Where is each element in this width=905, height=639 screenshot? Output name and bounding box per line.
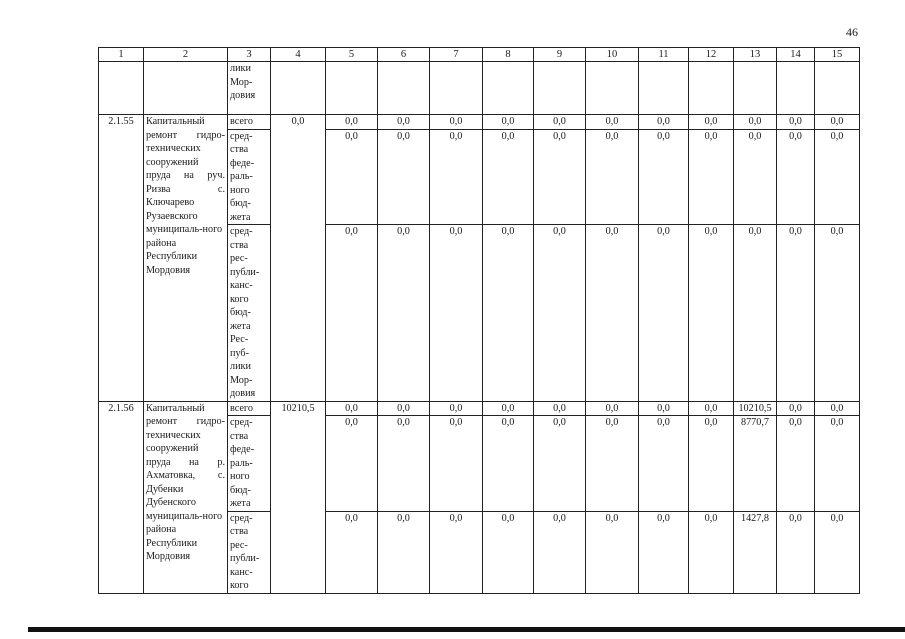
column-number-row bbox=[99, 48, 860, 62]
value-cell: 0,0 bbox=[430, 225, 483, 402]
source-federal-label: сред- ства феде- раль- ного бюд- жета bbox=[228, 416, 271, 512]
value-cell: 1427,8 bbox=[734, 511, 777, 593]
value-cell: 0,0 bbox=[815, 129, 860, 225]
value-cell: 0,0 bbox=[639, 225, 689, 402]
empty-cell bbox=[326, 62, 378, 115]
value-cell: 0,0 bbox=[430, 511, 483, 593]
value-cell: 0,0 bbox=[483, 115, 534, 130]
value-cell: 0,0 bbox=[689, 416, 734, 512]
column-number-10: 10 bbox=[586, 48, 639, 62]
empty-cell bbox=[734, 62, 777, 115]
entry-description: Капитальный ремонт гидро-технических сооружений пруда на руч. Ризва с. Ключарево Рузаевского муниципаль-ного района Республики Мордовия bbox=[144, 115, 228, 402]
empty-cell bbox=[815, 62, 860, 115]
column-number-14: 14 bbox=[777, 48, 815, 62]
value-cell: 0,0 bbox=[734, 225, 777, 402]
value-cell: 0,0 bbox=[326, 511, 378, 593]
value-cell: 0,0 bbox=[586, 225, 639, 402]
value-cell: 0,0 bbox=[689, 225, 734, 402]
empty-cell bbox=[777, 62, 815, 115]
value-cell: 0,0 bbox=[378, 401, 430, 416]
value-cell: 0,0 bbox=[534, 511, 586, 593]
value-cell: 0,0 bbox=[534, 225, 586, 402]
value-cell: 0,0 bbox=[430, 129, 483, 225]
value-cell: 0,0 bbox=[586, 129, 639, 225]
source-republic-label: сред- ства рес- публи- канс- кого бюд- жета Рес- пуб- лики Мор- довия bbox=[228, 225, 271, 402]
value-cell: 0,0 bbox=[777, 416, 815, 512]
value-cell: 0,0 bbox=[586, 401, 639, 416]
column-number-8: 8 bbox=[483, 48, 534, 62]
column-number-5: 5 bbox=[326, 48, 378, 62]
column-number-13: 13 bbox=[734, 48, 777, 62]
value-cell: 0,0 bbox=[378, 115, 430, 130]
value-cell: 0,0 bbox=[689, 129, 734, 225]
column-number-4: 4 bbox=[271, 48, 326, 62]
value-cell: 0,0 bbox=[689, 115, 734, 130]
column-number-2: 2 bbox=[144, 48, 228, 62]
value-cell: 0,0 bbox=[777, 115, 815, 130]
value-cell: 0,0 bbox=[483, 225, 534, 402]
source-republic-label: сред- ства рес- публи- канс- кого bbox=[228, 511, 271, 593]
continuation-row bbox=[99, 62, 860, 115]
entry-code: 2.1.56 bbox=[99, 401, 144, 593]
empty-cell bbox=[271, 62, 326, 115]
column-number-6: 6 bbox=[378, 48, 430, 62]
value-cell: 0,0 bbox=[326, 225, 378, 402]
value-cell: 0,0 bbox=[430, 416, 483, 512]
value-cell: 0,0 bbox=[430, 115, 483, 130]
value-cell: 0,0 bbox=[483, 129, 534, 225]
value-cell: 0,0 bbox=[326, 115, 378, 130]
column-number-15: 15 bbox=[815, 48, 860, 62]
value-cell: 0,0 bbox=[483, 511, 534, 593]
source-total-label: всего bbox=[228, 401, 271, 416]
value-cell: 0,0 bbox=[689, 511, 734, 593]
value-cell: 0,0 bbox=[815, 416, 860, 512]
value-cell: 0,0 bbox=[815, 225, 860, 402]
entry-code: 2.1.55 bbox=[99, 115, 144, 402]
value-cell: 0,0 bbox=[534, 115, 586, 130]
value-cell: 0,0 bbox=[430, 401, 483, 416]
value-cell: 0,0 bbox=[534, 416, 586, 512]
value-cell: 0,0 bbox=[586, 115, 639, 130]
column-number-1: 1 bbox=[99, 48, 144, 62]
column-number-3: 3 bbox=[228, 48, 271, 62]
source-federal-label: сред- ства феде- раль- ного бюд- жета bbox=[228, 129, 271, 225]
value-cell: 0,0 bbox=[378, 511, 430, 593]
value-cell: 0,0 bbox=[534, 401, 586, 416]
value-cell: 0,0 bbox=[639, 129, 689, 225]
value-cell: 0,0 bbox=[815, 401, 860, 416]
column-number-11: 11 bbox=[639, 48, 689, 62]
value-cell: 0,0 bbox=[734, 115, 777, 130]
value-cell: 0,0 bbox=[483, 416, 534, 512]
empty-cell bbox=[639, 62, 689, 115]
entry-row-total bbox=[99, 401, 860, 416]
value-cell: 0,0 bbox=[639, 511, 689, 593]
value-cell: 0,0 bbox=[815, 511, 860, 593]
value-cell: 0,0 bbox=[378, 129, 430, 225]
entry-total: 0,0 bbox=[271, 115, 326, 402]
entry-row-total bbox=[99, 115, 860, 130]
program-table bbox=[98, 47, 860, 594]
page-number: 46 bbox=[846, 25, 858, 39]
value-cell: 0,0 bbox=[777, 401, 815, 416]
empty-cell bbox=[586, 62, 639, 115]
value-cell: 0,0 bbox=[689, 401, 734, 416]
value-cell: 0,0 bbox=[777, 129, 815, 225]
value-cell: 0,0 bbox=[586, 511, 639, 593]
value-cell: 0,0 bbox=[326, 416, 378, 512]
value-cell: 8770,7 bbox=[734, 416, 777, 512]
value-cell: 0,0 bbox=[777, 511, 815, 593]
value-cell: 0,0 bbox=[639, 401, 689, 416]
value-cell: 0,0 bbox=[815, 115, 860, 130]
continuation-source-cell: лики Мор- довия bbox=[228, 62, 271, 115]
column-number-9: 9 bbox=[534, 48, 586, 62]
value-cell: 0,0 bbox=[639, 416, 689, 512]
value-cell: 0,0 bbox=[534, 129, 586, 225]
empty-cell bbox=[689, 62, 734, 115]
value-cell: 0,0 bbox=[639, 115, 689, 130]
empty-cell bbox=[378, 62, 430, 115]
column-number-7: 7 bbox=[430, 48, 483, 62]
value-cell: 10210,5 bbox=[734, 401, 777, 416]
value-cell: 0,0 bbox=[378, 416, 430, 512]
value-cell: 0,0 bbox=[378, 225, 430, 402]
empty-cell bbox=[483, 62, 534, 115]
value-cell: 0,0 bbox=[777, 225, 815, 402]
value-cell: 0,0 bbox=[326, 401, 378, 416]
entry-total: 10210,5 bbox=[271, 401, 326, 593]
bottom-rule bbox=[28, 627, 905, 632]
entry-description: Капитальный ремонт гидро-технических сооружений пруда на р. Ахматовка, с. Дубенки Дубенского муниципаль-ного района Республики Мордовия bbox=[144, 401, 228, 593]
value-cell: 0,0 bbox=[326, 129, 378, 225]
value-cell: 0,0 bbox=[734, 129, 777, 225]
source-total-label: всего bbox=[228, 115, 271, 130]
column-number-12: 12 bbox=[689, 48, 734, 62]
value-cell: 0,0 bbox=[483, 401, 534, 416]
empty-cell bbox=[534, 62, 586, 115]
empty-cell bbox=[430, 62, 483, 115]
value-cell: 0,0 bbox=[586, 416, 639, 512]
